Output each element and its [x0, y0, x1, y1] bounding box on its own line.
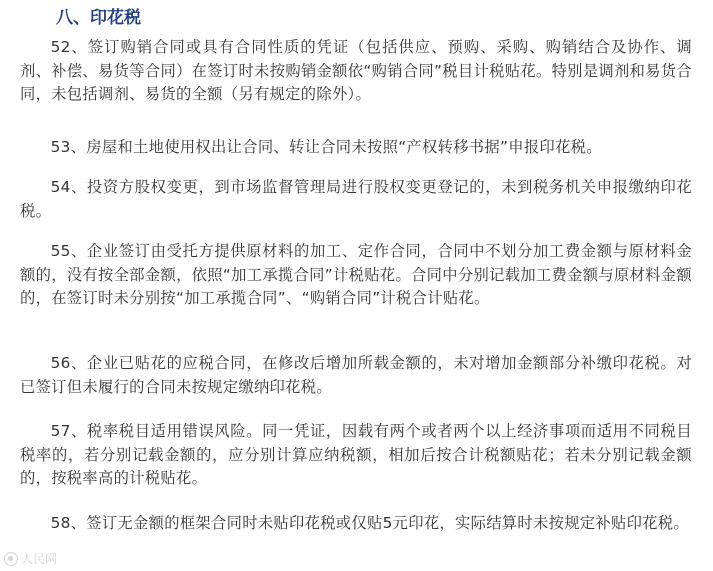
item-57: 57、税率税目适用错误风险。同一凭证，因载有两个或者两个以上经济事项而适用不同税目税率的，若分别记载金额的，应分别计算应纳税额，相加后按合计税额贴花；若未分别记载金额的，按税率高的计税贴花。	[20, 422, 692, 488]
item-53: 53、房屋和土地使用权出让合同、转让合同未按照“产权转移书据”申报印花税。	[50, 138, 602, 156]
item-55: 55、企业签订由受托方提供原材料的加工、定作合同，合同中不划分加工费金额与原材料金额的，没有按全部金额，依照“加工承揽合同”计税贴花。合同中分别记载加工费金额与原材料金额的，在签订时未分别按“加工承揽合同”、“购销合同”计税合计贴花。	[20, 242, 692, 308]
item-54: 54、投资方股权变更，到市场监督管理局进行股权变更登记的，未到税务机关申报缴纳印花税。	[20, 178, 692, 220]
section-title: 八、印花税	[56, 8, 141, 28]
watermark	[4, 550, 57, 567]
item-58: 58、签订无金额的框架合同时未贴印花税或仅贴5元印花，实际结算时未按规定补贴印花税。	[50, 514, 689, 532]
item-56: 56、企业已贴花的应税合同，在修改后增加所载金额的，未对增加金额部分补缴印花税。对已签订但未履行的合同未按规定缴纳印花税。	[20, 354, 692, 396]
item-52: 52、签订购销合同或具有合同性质的凭证（包括供应、预购、采购、购销结合及协作、调剂、补偿、易货等合同）在签订时未按购销金额依“购销合同”税目计税贴花。特别是调剂和易货合同，未包括调剂、易货的全额（另有规定的除外）。	[20, 38, 692, 104]
watermark-text: 人民网	[21, 552, 58, 566]
watermark-logo-icon	[4, 552, 18, 566]
